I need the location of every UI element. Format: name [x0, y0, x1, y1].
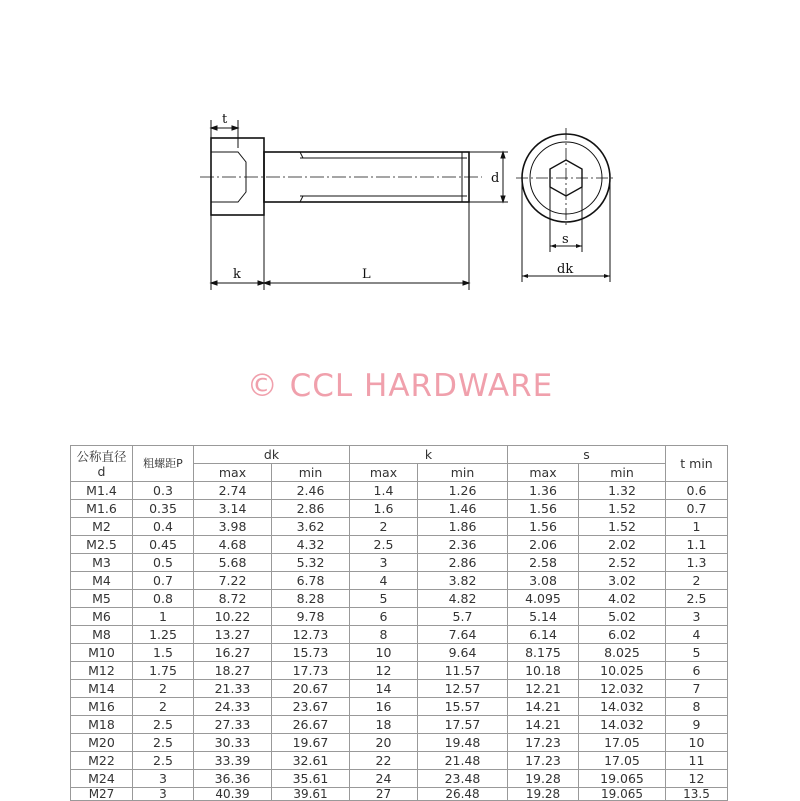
- table-cell: 1.26: [418, 482, 508, 500]
- table-cell: 3.02: [579, 572, 666, 590]
- table-cell: 4.095: [508, 590, 579, 608]
- table-cell: 13.27: [194, 626, 272, 644]
- table-cell: 19.48: [418, 734, 508, 752]
- header-s-min: min: [579, 464, 666, 482]
- table-cell: M20: [71, 734, 133, 752]
- table-row: [71, 554, 728, 572]
- table-row: [71, 482, 728, 500]
- table-cell: 21.48: [418, 752, 508, 770]
- table-cell: 1.25: [133, 626, 194, 644]
- table-cell: 3: [350, 554, 418, 572]
- table-cell: 27.33: [194, 716, 272, 734]
- header-dk-max: max: [194, 464, 272, 482]
- label-d: d: [491, 171, 500, 186]
- table-cell: 3: [133, 770, 194, 788]
- table-cell: 2.36: [418, 536, 508, 554]
- table-cell: 3.82: [418, 572, 508, 590]
- table-cell: 36.36: [194, 770, 272, 788]
- table-cell: 2.58: [508, 554, 579, 572]
- table-cell: 10.22: [194, 608, 272, 626]
- table-cell: 0.8: [133, 590, 194, 608]
- table-cell: 10.18: [508, 662, 579, 680]
- table-cell: 0.5: [133, 554, 194, 572]
- table-cell: 7.22: [194, 572, 272, 590]
- table-cell: M27: [71, 788, 133, 801]
- table-cell: 14.21: [508, 698, 579, 716]
- table-cell: 8: [666, 698, 728, 716]
- table-cell: 4.68: [194, 536, 272, 554]
- table-cell: 17.05: [579, 734, 666, 752]
- table-cell: 1.46: [418, 500, 508, 518]
- table-cell: 5.68: [194, 554, 272, 572]
- table-cell: 14: [350, 680, 418, 698]
- table-cell: M24: [71, 770, 133, 788]
- table-cell: M14: [71, 680, 133, 698]
- table-cell: 2.5: [133, 752, 194, 770]
- table-cell: 1.86: [418, 518, 508, 536]
- label-t: t: [222, 112, 228, 127]
- table-cell: 9: [666, 716, 728, 734]
- table-cell: 4.02: [579, 590, 666, 608]
- table-cell: 12.57: [418, 680, 508, 698]
- table-cell: M2: [71, 518, 133, 536]
- table-cell: 1.32: [579, 482, 666, 500]
- table-cell: 2: [350, 518, 418, 536]
- table-cell: 1.56: [508, 500, 579, 518]
- table-row: [71, 608, 728, 626]
- table-cell: 17.73: [272, 662, 350, 680]
- table-row: [71, 716, 728, 734]
- table-cell: 1.56: [508, 518, 579, 536]
- table-row: [71, 590, 728, 608]
- table-cell: 3.08: [508, 572, 579, 590]
- table-cell: 6: [350, 608, 418, 626]
- table-cell: 40.39: [194, 788, 272, 801]
- bolt-technical-drawing: [0, 0, 800, 340]
- table-cell: 1.52: [579, 518, 666, 536]
- table-cell: M2.5: [71, 536, 133, 554]
- table-cell: 30.33: [194, 734, 272, 752]
- table-cell: 26.67: [272, 716, 350, 734]
- table-cell: 19.67: [272, 734, 350, 752]
- table-cell: 3: [133, 788, 194, 801]
- table-cell: 18.27: [194, 662, 272, 680]
- table-cell: 17.57: [418, 716, 508, 734]
- table-cell: 10.025: [579, 662, 666, 680]
- table-cell: 23.48: [418, 770, 508, 788]
- table-cell: 24: [350, 770, 418, 788]
- table-row: [71, 698, 728, 716]
- table-cell: 8: [350, 626, 418, 644]
- header-t-min: t min: [666, 446, 728, 482]
- table-cell: 16.27: [194, 644, 272, 662]
- table-cell: 4: [350, 572, 418, 590]
- table-cell: 7: [666, 680, 728, 698]
- table-row: [71, 500, 728, 518]
- table-cell: 2.46: [272, 482, 350, 500]
- table-cell: 5: [350, 590, 418, 608]
- table-cell: 14.21: [508, 716, 579, 734]
- table-cell: 4.82: [418, 590, 508, 608]
- table-cell: M6: [71, 608, 133, 626]
- table-row: [71, 734, 728, 752]
- table-cell: 10: [666, 734, 728, 752]
- header-nominal-d: d: [97, 463, 106, 479]
- table-cell: 12.73: [272, 626, 350, 644]
- table-cell: 1.36: [508, 482, 579, 500]
- table-cell: 0.35: [133, 500, 194, 518]
- table-cell: 1.4: [350, 482, 418, 500]
- header-nominal-label: 公称直径: [76, 448, 127, 464]
- table-cell: 5.14: [508, 608, 579, 626]
- spec-table-body: [71, 482, 728, 801]
- table-row: [71, 680, 728, 698]
- table-cell: 8.025: [579, 644, 666, 662]
- table-cell: 9.64: [418, 644, 508, 662]
- table-cell: 6: [666, 662, 728, 680]
- table-cell: 0.6: [666, 482, 728, 500]
- table-cell: 4: [666, 626, 728, 644]
- header-k-min: min: [418, 464, 508, 482]
- table-cell: 32.61: [272, 752, 350, 770]
- table-cell: M16: [71, 698, 133, 716]
- table-cell: 0.3: [133, 482, 194, 500]
- table-cell: M22: [71, 752, 133, 770]
- watermark: © CCL HARDWARE: [246, 368, 554, 404]
- header-dk: dk: [194, 446, 350, 464]
- table-cell: 6.14: [508, 626, 579, 644]
- header-dk-min: min: [272, 464, 350, 482]
- table-cell: 39.61: [272, 788, 350, 801]
- header-s-max: max: [508, 464, 579, 482]
- table-row: [71, 644, 728, 662]
- header-s: s: [508, 446, 666, 464]
- table-cell: 3: [666, 608, 728, 626]
- table-row: [71, 752, 728, 770]
- table-cell: M3: [71, 554, 133, 572]
- table-cell: 9.78: [272, 608, 350, 626]
- table-cell: 1.52: [579, 500, 666, 518]
- table-cell: 2: [133, 698, 194, 716]
- table-cell: 12.032: [579, 680, 666, 698]
- table-cell: 1.6: [350, 500, 418, 518]
- table-cell: 8.72: [194, 590, 272, 608]
- table-cell: M4: [71, 572, 133, 590]
- table-cell: 2.86: [272, 500, 350, 518]
- table-cell: 1.5: [133, 644, 194, 662]
- table-cell: 5.32: [272, 554, 350, 572]
- table-cell: 2.5: [666, 590, 728, 608]
- table-cell: 0.45: [133, 536, 194, 554]
- table-row: [71, 572, 728, 590]
- table-cell: 1.1: [666, 536, 728, 554]
- table-cell: 16: [350, 698, 418, 716]
- table-cell: 14.032: [579, 716, 666, 734]
- table-cell: M18: [71, 716, 133, 734]
- table-cell: 7.64: [418, 626, 508, 644]
- table-cell: M8: [71, 626, 133, 644]
- table-cell: 15.73: [272, 644, 350, 662]
- label-s: s: [562, 232, 569, 247]
- table-cell: 19.28: [508, 788, 579, 801]
- table-cell: 15.57: [418, 698, 508, 716]
- table-cell: 35.61: [272, 770, 350, 788]
- table-cell: 10: [350, 644, 418, 662]
- table-cell: 19.28: [508, 770, 579, 788]
- label-dk: dk: [557, 262, 574, 277]
- table-cell: 23.67: [272, 698, 350, 716]
- table-row: [71, 536, 728, 554]
- table-cell: 21.33: [194, 680, 272, 698]
- table-cell: 33.39: [194, 752, 272, 770]
- table-cell: 2.74: [194, 482, 272, 500]
- table-cell: 5.7: [418, 608, 508, 626]
- table-cell: 22: [350, 752, 418, 770]
- header-k-max: max: [350, 464, 418, 482]
- table-cell: 17.23: [508, 752, 579, 770]
- table-cell: 0.7: [133, 572, 194, 590]
- table-cell: 12: [350, 662, 418, 680]
- table-cell: 5.02: [579, 608, 666, 626]
- table-row: [71, 626, 728, 644]
- table-cell: 0.7: [666, 500, 728, 518]
- table-cell: 6.02: [579, 626, 666, 644]
- table-cell: 2.02: [579, 536, 666, 554]
- table-cell: 8.28: [272, 590, 350, 608]
- table-cell: 20: [350, 734, 418, 752]
- table-row: [71, 518, 728, 536]
- table-cell: 1.3: [666, 554, 728, 572]
- table-cell: 13.5: [666, 788, 728, 801]
- table-cell: 2.5: [350, 536, 418, 554]
- table-cell: 20.67: [272, 680, 350, 698]
- table-cell: 17.23: [508, 734, 579, 752]
- table-cell: 26.48: [418, 788, 508, 801]
- table-cell: 5: [666, 644, 728, 662]
- table-cell: 1: [666, 518, 728, 536]
- table-cell: M1.4: [71, 482, 133, 500]
- table-cell: 12: [666, 770, 728, 788]
- table-cell: 2.5: [133, 716, 194, 734]
- table-cell: 18: [350, 716, 418, 734]
- table-cell: M10: [71, 644, 133, 662]
- table-cell: 24.33: [194, 698, 272, 716]
- header-nominal-diameter: [71, 446, 133, 482]
- table-cell: 27: [350, 788, 418, 801]
- table-cell: 17.05: [579, 752, 666, 770]
- table-row: [71, 788, 728, 801]
- table-cell: M12: [71, 662, 133, 680]
- table-cell: 2: [133, 680, 194, 698]
- table-cell: 3.98: [194, 518, 272, 536]
- label-L: L: [362, 267, 371, 282]
- table-cell: 8.175: [508, 644, 579, 662]
- label-k: k: [233, 267, 241, 282]
- table-cell: 1.75: [133, 662, 194, 680]
- table-cell: M1.6: [71, 500, 133, 518]
- table-cell: 0.4: [133, 518, 194, 536]
- table-cell: 19.065: [579, 770, 666, 788]
- table-cell: 12.21: [508, 680, 579, 698]
- header-k: k: [350, 446, 508, 464]
- table-cell: 2.06: [508, 536, 579, 554]
- table-cell: 6.78: [272, 572, 350, 590]
- table-cell: 2.86: [418, 554, 508, 572]
- table-cell: M5: [71, 590, 133, 608]
- table-cell: 14.032: [579, 698, 666, 716]
- table-cell: 4.32: [272, 536, 350, 554]
- table-cell: 11: [666, 752, 728, 770]
- table-row: [71, 662, 728, 680]
- table-cell: 1: [133, 608, 194, 626]
- table-cell: 11.57: [418, 662, 508, 680]
- table-row: [71, 770, 728, 788]
- table-cell: 2: [666, 572, 728, 590]
- bolt-head: [211, 138, 264, 215]
- header-pitch: 粗螺距P: [133, 446, 194, 482]
- spec-table: [70, 445, 728, 801]
- table-cell: 2.52: [579, 554, 666, 572]
- table-cell: 3.62: [272, 518, 350, 536]
- table-cell: 3.14: [194, 500, 272, 518]
- table-cell: 2.5: [133, 734, 194, 752]
- table-cell: 19.065: [579, 788, 666, 801]
